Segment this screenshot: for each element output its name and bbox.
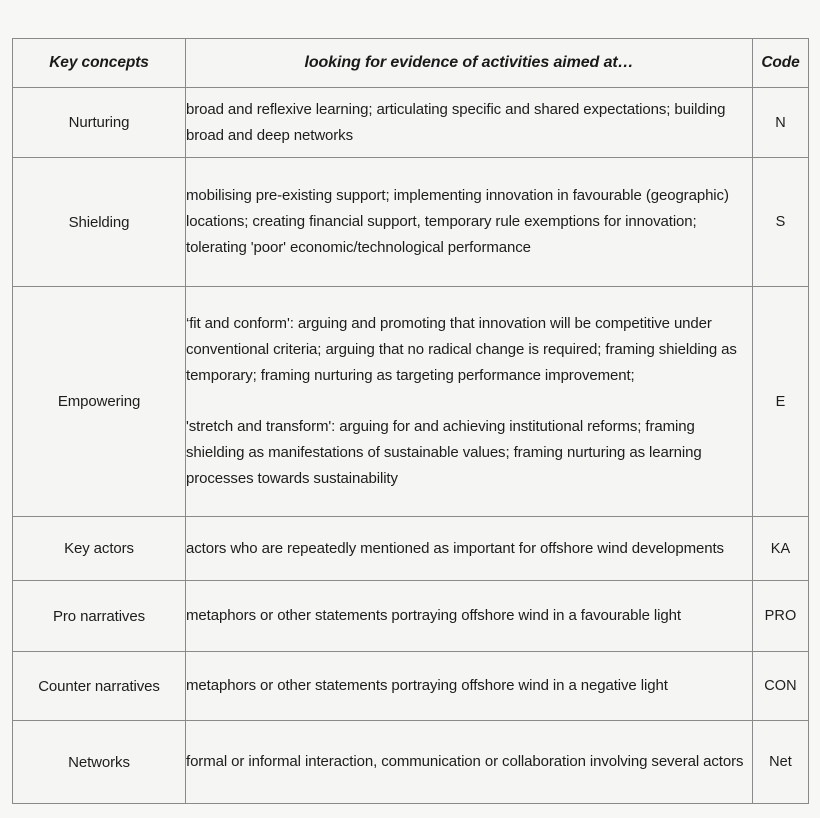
description-paragraph-stretch-and-transform: 'stretch and transform': arguing for and achieving institutional reforms; framing shielding as manifestations of sustainable values; framing nurturing as learning processes towards sustainability [186, 418, 702, 487]
table-row [13, 287, 809, 517]
cell-description: mobilising pre-existing support; implementing innovation in favourable (geographic) locations; creating financial support, temporary rule exemptions for innovation; tolerating 'poor' economic/technological performance [186, 158, 753, 287]
cell-description: actors who are repeatedly mentioned as important for offshore wind developments [186, 517, 753, 581]
cell-code: S [753, 158, 809, 287]
description-paragraph-fit-and-conform: ‘fit and conform': arguing and promoting that innovation will be competitive under conventional criteria; arguing that no radical change is required; framing shielding as temporary; framing nurturing as targeting performance improvement; [186, 315, 737, 384]
table-row [13, 88, 809, 158]
cell-key-concept: Counter narratives [13, 652, 186, 721]
table-header-row [13, 39, 809, 88]
column-header-description: looking for evidence of activities aimed at… [186, 39, 753, 88]
cell-code: KA [753, 517, 809, 581]
column-header-key-concepts: Key concepts [13, 39, 186, 88]
cell-description: broad and reflexive learning; articulating specific and shared expectations; building broad and deep networks [186, 88, 753, 158]
table-row [13, 581, 809, 652]
cell-description: metaphors or other statements portraying offshore wind in a negative light [186, 652, 753, 721]
cell-description: metaphors or other statements portraying offshore wind in a favourable light [186, 581, 753, 652]
cell-key-concept: Networks [13, 721, 186, 804]
coding-scheme-table [12, 38, 809, 804]
table-row [13, 517, 809, 581]
table-row [13, 158, 809, 287]
table-row [13, 652, 809, 721]
cell-code: CON [753, 652, 809, 721]
cell-description [186, 287, 753, 517]
table-row [13, 721, 809, 804]
cell-key-concept: Pro narratives [13, 581, 186, 652]
column-header-code: Code [753, 39, 809, 88]
cell-key-concept: Nurturing [13, 88, 186, 158]
cell-key-concept: Empowering [13, 287, 186, 517]
coding-scheme-table-container [12, 38, 808, 804]
cell-description: formal or informal interaction, communication or collaboration involving several actors [186, 721, 753, 804]
table-header [13, 39, 809, 88]
cell-key-concept: Key actors [13, 517, 186, 581]
cell-code: E [753, 287, 809, 517]
cell-key-concept: Shielding [13, 158, 186, 287]
cell-code: Net [753, 721, 809, 804]
cell-code: PRO [753, 581, 809, 652]
table-body [13, 88, 809, 804]
cell-code: N [753, 88, 809, 158]
